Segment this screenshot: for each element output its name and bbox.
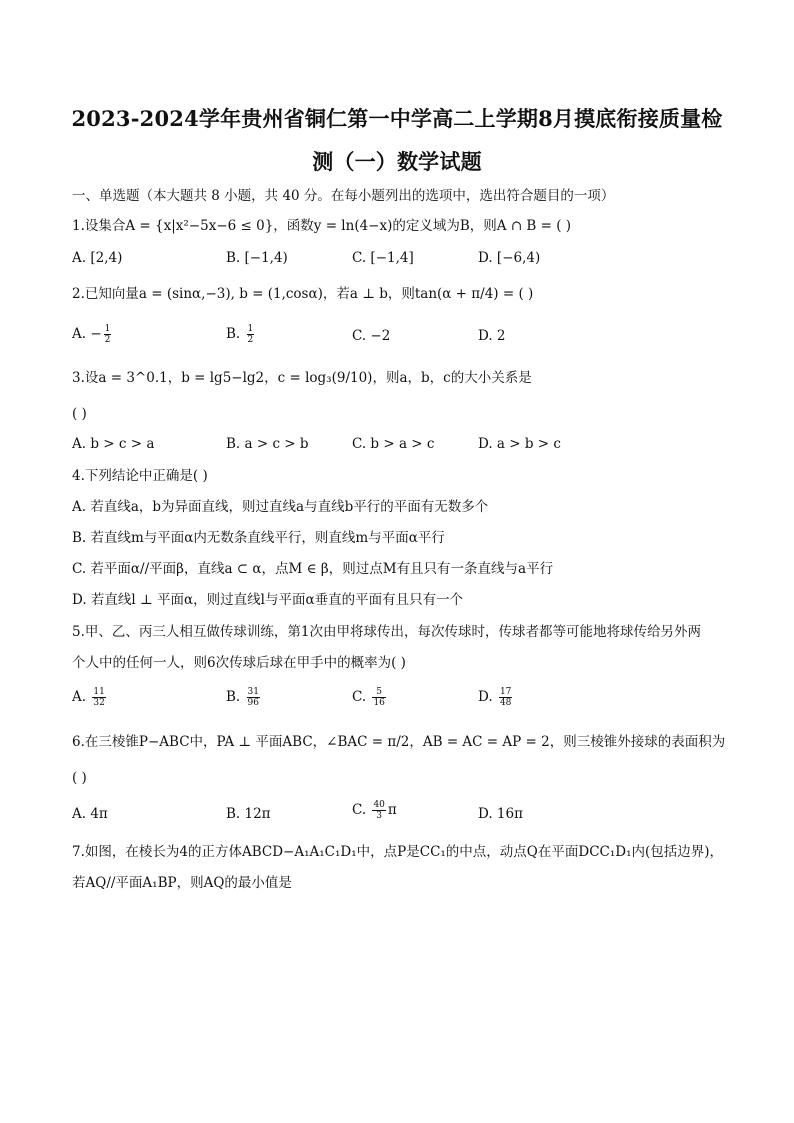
q5-option-b-label: B.: [226, 689, 245, 705]
q1-option-b: B. [−1,4): [226, 250, 288, 266]
section-heading: 一、单选题（本大题共 8 小题，共 40 分。在每小题列出的选项中，选出符合题目的一项）: [72, 188, 615, 204]
frac-denominator: 3: [376, 811, 383, 821]
q6-option-d: D. 16π: [478, 806, 523, 822]
q2-option-a: [72, 324, 113, 345]
q3-option-c: C. b > a > c: [352, 436, 435, 452]
q2-option-a-frac: [104, 324, 112, 345]
q1-option-d: D. [−6,4): [478, 250, 541, 266]
q6-option-c-frac: [372, 800, 385, 821]
question-5-stem: 5.甲、乙、丙三人相互做传球训练，第1次由甲将球传出，每次传球时，传球者都等可能地将球传给另外两: [72, 624, 701, 640]
frac-numerator: 40: [373, 800, 385, 810]
q3-option-a: A. b > c > a: [72, 436, 155, 452]
frac-denominator: 32: [93, 698, 105, 708]
question-1-stem: 1.设集合A = {x|x²−5x−6 ≤ 0}，函数y = ln(4−x)的定义域为B，则A ∩ B = ( ): [72, 218, 572, 234]
q4-statement-c: C. 若平面α//平面β，直线a ⊂ α，点M ∈ β，则过点M有且只有一条直线与a平行: [72, 561, 554, 577]
question-5-stem-cont: 个人中的任何一人，则6次传球后球在甲手中的概率为( ): [72, 655, 406, 671]
frac-numerator: 5: [372, 687, 385, 698]
exam-title-line2: 测（一）数学试题: [312, 149, 482, 174]
q2-option-b-label: B.: [226, 326, 245, 342]
q6-option-c: [352, 800, 397, 821]
frac-numerator: 11: [93, 687, 105, 697]
q4-statement-a: A. 若直线a，b为异面直线，则过直线a与直线b平行的平面有无数多个: [72, 499, 489, 515]
q1-option-a: A. [2,4): [72, 250, 123, 266]
q5-option-c-frac: [372, 687, 385, 708]
q5-option-d-frac: [499, 687, 512, 708]
frac-numerator: 1: [247, 324, 254, 334]
question-3-stem-cont: ( ): [72, 406, 87, 422]
frac-denominator: 2: [247, 335, 254, 345]
q3-option-b: B. a > c > b: [226, 436, 309, 452]
question-4-stem: 4.下列结论中正确是( ): [72, 468, 208, 484]
q2-option-a-label: A. −: [72, 326, 102, 342]
question-7-stem-cont: 若AQ//平面A₁BP，则AQ的最小值是: [72, 875, 292, 891]
question-7-stem: 7.如图，在棱长为4的正方体ABCD−A₁A₁C₁D₁中，点P是CC₁的中点，动点Q在平面DCC₁D₁内(包括边界)，: [72, 844, 724, 860]
question-6-stem: 6.在三棱锥P−ABC中，PA ⊥ 平面ABC，∠BAC = π/2，AB = AC = AP = 2，则三棱锥外接球的表面积为: [72, 734, 726, 750]
q4-statement-b: B. 若直线m与平面α内无数条直线平行，则直线m与平面α平行: [72, 530, 445, 546]
q2-option-b: [226, 324, 256, 345]
q2-option-c: C. −2: [352, 328, 391, 344]
frac-numerator: 17: [499, 687, 512, 697]
question-2-stem: 2.已知向量a = (sinα,−3), b = (1,cosα)，若a ⊥ b，则tan(α + π/4) = ( ): [72, 286, 534, 302]
q5-option-d-label: D.: [478, 689, 497, 705]
q5-option-c-label: C.: [352, 689, 371, 705]
q5-option-c: [352, 687, 388, 708]
frac-denominator: 2: [104, 335, 111, 345]
q6-option-c-suffix: π: [387, 802, 397, 818]
frac-denominator: 16: [373, 698, 385, 708]
q4-statement-d: D. 若直线l ⊥ 平面α，则过直线l与平面α垂直的平面有且只有一个: [72, 592, 464, 608]
q6-option-c-label: C.: [352, 802, 371, 818]
q5-option-a-frac: [92, 687, 105, 708]
q2-option-b-frac: [247, 324, 255, 345]
question-3-stem: 3.设a = 3^0.1，b = lg5−lg2，c = log₃(9/10)，则a，b，c的大小关系是: [72, 370, 532, 386]
exam-title-line1: 2023-2024学年贵州省铜仁第一中学高二上学期8月摸底衔接质量检: [71, 106, 723, 131]
q5-option-a-label: A.: [72, 689, 91, 705]
q5-option-d: [478, 687, 514, 708]
question-6-stem-cont: ( ): [72, 770, 87, 786]
q3-option-d: D. a > b > c: [478, 436, 561, 452]
q5-option-b: [226, 687, 262, 708]
frac-denominator: 48: [499, 698, 512, 708]
frac-numerator: 31: [247, 687, 259, 697]
q1-option-c: C. [−1,4]: [352, 250, 414, 266]
q5-option-a: [72, 687, 108, 708]
frac-denominator: 96: [247, 698, 259, 708]
q6-option-a: A. 4π: [72, 806, 108, 822]
frac-numerator: 1: [104, 324, 111, 334]
q2-option-d: D. 2: [478, 328, 506, 344]
q5-option-b-frac: [247, 687, 260, 708]
q6-option-b: B. 12π: [226, 806, 271, 822]
